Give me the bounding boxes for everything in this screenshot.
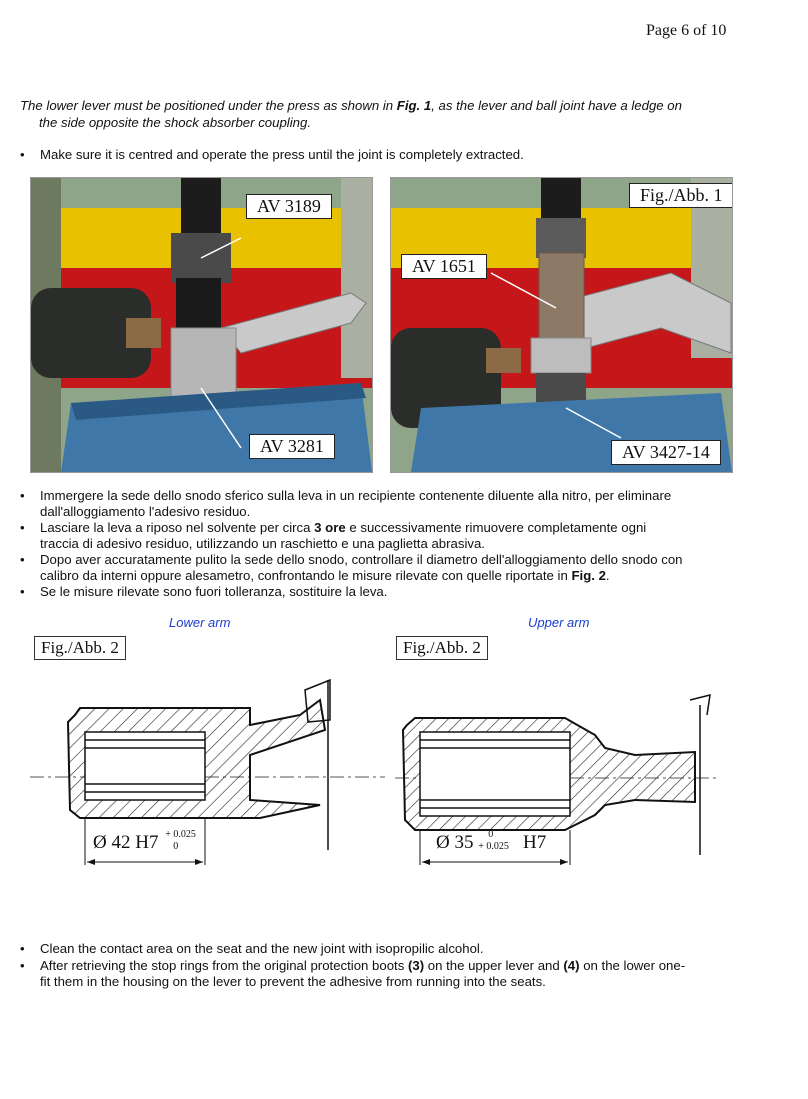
upper-dim-tolerance xyxy=(478,829,518,852)
bullet-clean xyxy=(20,941,760,959)
bullet-dot: • xyxy=(20,552,25,567)
lower-tol-lower: 0 xyxy=(173,841,179,852)
bullet-text-line2: traccia di adesivo residuo, utilizzando un raschietto e una paglietta abrasiva. xyxy=(40,536,485,551)
bullet-dot: • xyxy=(20,147,25,162)
tag-av1651: AV 1651 xyxy=(401,254,487,279)
tag-av3189: AV 3189 xyxy=(246,194,332,219)
bullet-text: Se le misure rilevate sono fuori tolleranza, sostituire la leva. xyxy=(40,584,388,599)
bullet-dot: • xyxy=(20,941,25,956)
bullet-text xyxy=(40,520,740,552)
bullet-text-pre: Lasciare la leva a riposo nel solvente per circa xyxy=(40,520,315,535)
bullet-text-pre: calibro da interni oppure alesametro, confrontando le misure rilevate con quelle riportate in xyxy=(40,568,572,583)
bullet-text-pre: After retrieving the stop rings from the original protection boots xyxy=(40,958,408,973)
fig-abb-2-right-label: Fig./Abb. 2 xyxy=(396,636,488,660)
bullet-lasciare xyxy=(20,520,760,554)
bullet-ref-3: (3) xyxy=(407,958,425,973)
intro-line-2: the side opposite the shock absorber coupling. xyxy=(39,115,311,130)
upper-dim-main: Ø 35 xyxy=(436,832,474,853)
bullet-dot: • xyxy=(20,958,25,973)
photo-press-right-illustration xyxy=(391,178,732,472)
upper-dim-suffix: H7 xyxy=(522,832,547,853)
fig-abb-1-label: Fig./Abb. 1 xyxy=(629,183,733,208)
bullet-dopo xyxy=(20,552,760,586)
label-upper-arm: Upper arm xyxy=(528,615,590,630)
bullet-text-mid: on the upper lever and xyxy=(424,958,564,973)
bullet-text-line2: dall'alloggiamento l'adesivo residuo. xyxy=(40,504,251,519)
bullet-stop-rings xyxy=(20,958,760,992)
intro-paragraph xyxy=(20,97,760,131)
bullet-text xyxy=(40,488,740,520)
bullet-dot: • xyxy=(20,584,25,599)
bullet-text-post: . xyxy=(605,568,610,583)
label-lower-arm: Lower arm xyxy=(169,615,231,630)
bullet-dot: • xyxy=(20,520,25,535)
bullet-se xyxy=(20,584,760,602)
photo-press-right xyxy=(390,177,733,473)
intro-text-2: , as the lever and ball joint have a ledge on xyxy=(431,98,682,113)
lower-dim-tolerance xyxy=(163,829,203,852)
upper-tol-lower: + 0.025 xyxy=(478,841,509,852)
lower-arm-dimension xyxy=(93,829,203,854)
bullet-centred xyxy=(20,147,760,165)
intro-fig-ref: Fig. 1 xyxy=(396,98,432,113)
page-number: Page 6 of 10 xyxy=(646,22,727,39)
lower-tol-upper: + 0.025 xyxy=(165,829,196,840)
lower-arm-drawing xyxy=(20,670,390,880)
bullet-text-bold: 3 ore xyxy=(314,520,346,535)
bullet-text-line2: fit them in the housing on the lever to prevent the adhesive from running into the seats. xyxy=(40,974,546,989)
lower-dim-main: Ø 42 H7 xyxy=(93,832,159,853)
fig-abb-2-left-label: Fig./Abb. 2 xyxy=(34,636,126,660)
photo-press-left xyxy=(30,177,373,473)
bullet-text: Clean the contact area on the seat and the new joint with isopropilic alcohol. xyxy=(40,941,484,956)
bullet-text: Make sure it is centred and operate the press until the joint is completely extracted. xyxy=(40,147,524,162)
bullet-ref-4: (4) xyxy=(563,958,580,973)
tag-av3281: AV 3281 xyxy=(249,434,335,459)
intro-text-1: The lower lever must be positioned under the press as shown in xyxy=(20,98,397,113)
bullet-text-post: on the lower one- xyxy=(579,958,686,973)
tag-av3427-14: AV 3427-14 xyxy=(611,440,721,465)
bullet-text-line1: Dopo aver accuratamente pulito la sede dello snodo, controllare il diametro dell'alloggiamento dello snodo con xyxy=(40,552,683,567)
bullet-dot: • xyxy=(20,488,25,503)
upper-tol-upper: 0 xyxy=(488,829,494,840)
bullet-text xyxy=(40,552,740,584)
bullet-text-bold: Fig. 2 xyxy=(571,568,606,583)
photo-press-left-illustration xyxy=(31,178,372,472)
upper-arm-dimension xyxy=(436,829,547,854)
bullet-immergere xyxy=(20,488,760,522)
bullet-text-post: e successivamente rimuovere completamente ogni xyxy=(345,520,647,535)
bullet-text-line1: Immergere la sede dello snodo sferico sulla leva in un recipiente contenente diluente alla nitro, per eliminare xyxy=(40,488,672,503)
bullet-text xyxy=(40,958,740,990)
